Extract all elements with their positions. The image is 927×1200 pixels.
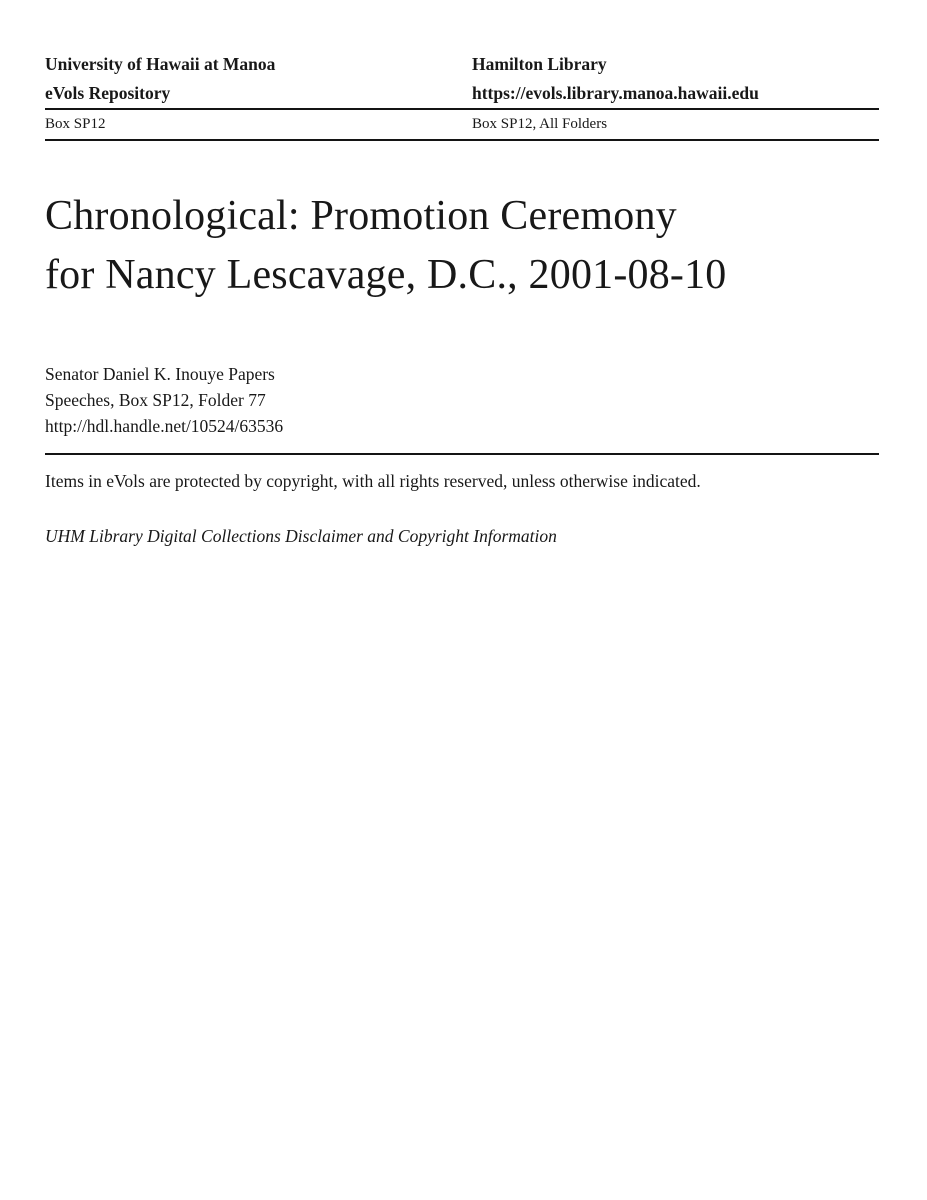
institution-name: University of Hawaii at Manoa bbox=[45, 54, 276, 74]
document-title bbox=[45, 187, 879, 305]
title-line-2: for Nancy Lescavage, D.C., 2001-08-10 bbox=[45, 252, 727, 298]
repository-name: eVols Repository bbox=[45, 83, 171, 103]
repository-url: https://evols.library.manoa.hawaii.edu bbox=[472, 83, 759, 103]
box-label: Box SP12 bbox=[45, 116, 106, 132]
box-info-row bbox=[45, 110, 879, 139]
page-content bbox=[45, 0, 879, 549]
citation-block bbox=[45, 361, 879, 439]
letterhead-top-rows bbox=[45, 50, 879, 108]
handle-url[interactable]: http://hdl.handle.net/10524/63536 bbox=[45, 416, 284, 436]
library-name: Hamilton Library bbox=[472, 54, 607, 74]
rights-statement: Items in eVols are protected by copyright, with all rights reserved, unless otherwise indicated. bbox=[45, 471, 701, 491]
series-info: Speeches, Box SP12, Folder 77 bbox=[45, 390, 266, 410]
title-line-1: Chronological: Promotion Ceremony bbox=[45, 193, 677, 239]
box-scope: Box SP12, All Folders bbox=[472, 116, 608, 132]
collection-name: Senator Daniel K. Inouye Papers bbox=[45, 364, 275, 384]
footer-divider bbox=[45, 453, 879, 455]
disclaimer-link[interactable]: UHM Library Digital Collections Disclaimer and Copyright Information bbox=[45, 526, 557, 546]
letterhead bbox=[45, 0, 879, 141]
header-divider-bottom bbox=[45, 139, 879, 141]
